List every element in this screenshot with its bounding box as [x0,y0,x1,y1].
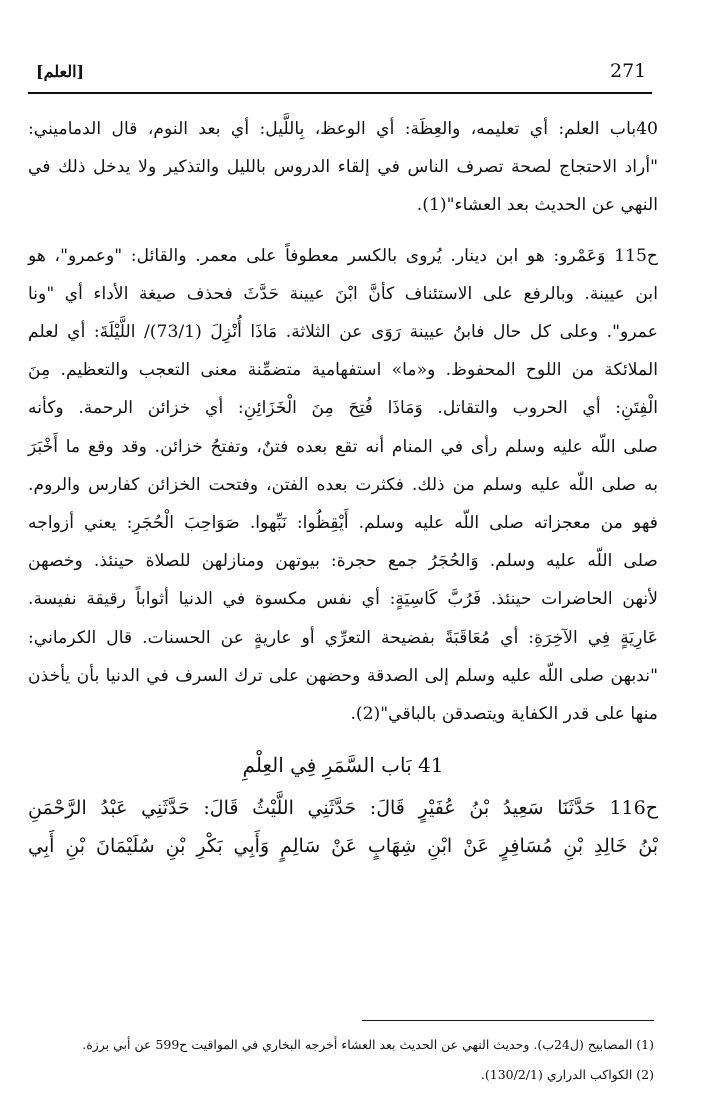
text-line: النهي عن الحديث بعد العشاء"(1). [416,195,658,216]
text-line: الملائكة من اللوح المحفوظ. و«ما» استفهامية متضمِّنة معنى التعجب والتعظيم. مِنَ [28,360,658,381]
header-divider [28,92,652,94]
text-line: ابن عيينة. وبالرفع على الاستئناف كأنَّ ابْنَ عيينة حَدَّثَ فحذف صيغة الأداء أي "ونا [28,283,658,304]
text-line: الْفِتَنِ: أي الحروب والتقاتل. وَمَاذَا فُتِحَ مِنَ الْخَزَائِنِ: أي خزائن الرحمة. وكأنه [28,398,658,419]
page-header [28,56,652,90]
text-line: منها على قدر الكفاية ويتصدقن بالباقي"(2). [350,704,658,725]
text-line: ح116 حَدَّثَنَا سَعِيدُ بْنُ عُفَيْرٍ قَالَ: حَدَّثَنِي اللَّيْثُ قَالَ: حَدَّثَنِي عَبْدُ الرَّحْمَنِ [28,797,658,820]
text-line: صلى اللّه عليه وسلم. وَالحُجَرُ جمع حجرة: بيوتهن ومنازلهن للصلاة حينئذ. وخصهن [28,551,658,572]
footnotes [28,1030,654,1090]
text-line: عَارِيَةٍ فِي الآخِرَةِ: أي مُعَاقَبَةً بفضيحة التعرِّي أو عاريةٍ عن الحسنات. قال الكرماني: [28,627,658,648]
text-line: لأنهن الحاضرات حينئذ. فَرُبَّ كَاسِيَةٍ: أي نفس مكسوة في الدنيا أثواباً رقيقة نفيسة. [28,589,658,610]
text-line: "أراد الاحتجاج لصحة تصرف الناس في إلقاء الدروس بالليل والتذكير ولا يدخل ذلك في [28,157,658,178]
text-line: صلى اللّه عليه وسلم رأى في المنام أنه تقع بعده فتنٌ، وتفتحُ خزائن. وقد وقع ما أَخْبَرَ [28,436,658,457]
text-line: فهو من معجزاته صلى اللّه عليه وسلم. أَيْقِظُوا: نَبِّهوا. صَوَاحِبَ الْحُجَرِ: يعني أزواجه [28,513,658,534]
main-text [28,110,658,877]
paragraph-bab-40 [28,110,658,225]
text-line: ح115 وَعَمْرو: هو ابن دينار. يُروى بالكسر معطوفاً على معمر. والقائل: "وعمرو"، هو [28,245,658,266]
text-line: 40باب العلم: أي تعليمه، والعِظَة: أي الوعظ، بِاللَّيل: أي بعد النوم، قال الدماميني: [28,119,658,139]
footnote-1: (1) المصابيح (ل24ب). وحديث النهي عن الحديث بعد العشاء أخرجه البخاري في المواقيت ح599 عن أبي برزة. [82,1037,654,1052]
text-line: بْنُ خَالِدِ بْنِ مُسَافِرٍ عَنْ ابْنِ شِهَابٍ عَنْ سَالِمٍ وَأَبِي بَكْرِ بْنِ سُلَيْمَانَ بْنِ أَبِي [28,835,658,858]
text-line: به صلى اللّه عليه وسلم من ذلك. فكثرت بعده الفتن، وفتحت الخزائن كفارس والروم. [28,474,658,495]
footnote-2: (2) الكواكب الدراري (130/2/1). [480,1067,654,1082]
text-line: "ندبهن صلى اللّه عليه وسلم إلى الصدقة وحضهن على ترك السرف في الدنيا بأن يأخذن [28,665,658,686]
paragraph-hadith-115 [28,237,658,734]
running-title: [العلم] [36,62,85,81]
page-number: 271 [610,60,647,82]
section-heading: 41 بَاب السَّمَرِ فِي العِلْمِ [242,753,444,778]
footnote-divider [362,1020,654,1021]
text-line: عمرو". وعلى كل حال فابنُ عيينة رَوَى عن الثلاثة. مَاذَا أُنْزِلَ (73/1)/ اللَّيْلَةَ: أي لعلم [28,322,659,343]
paragraph-hadith-116 [28,789,658,865]
